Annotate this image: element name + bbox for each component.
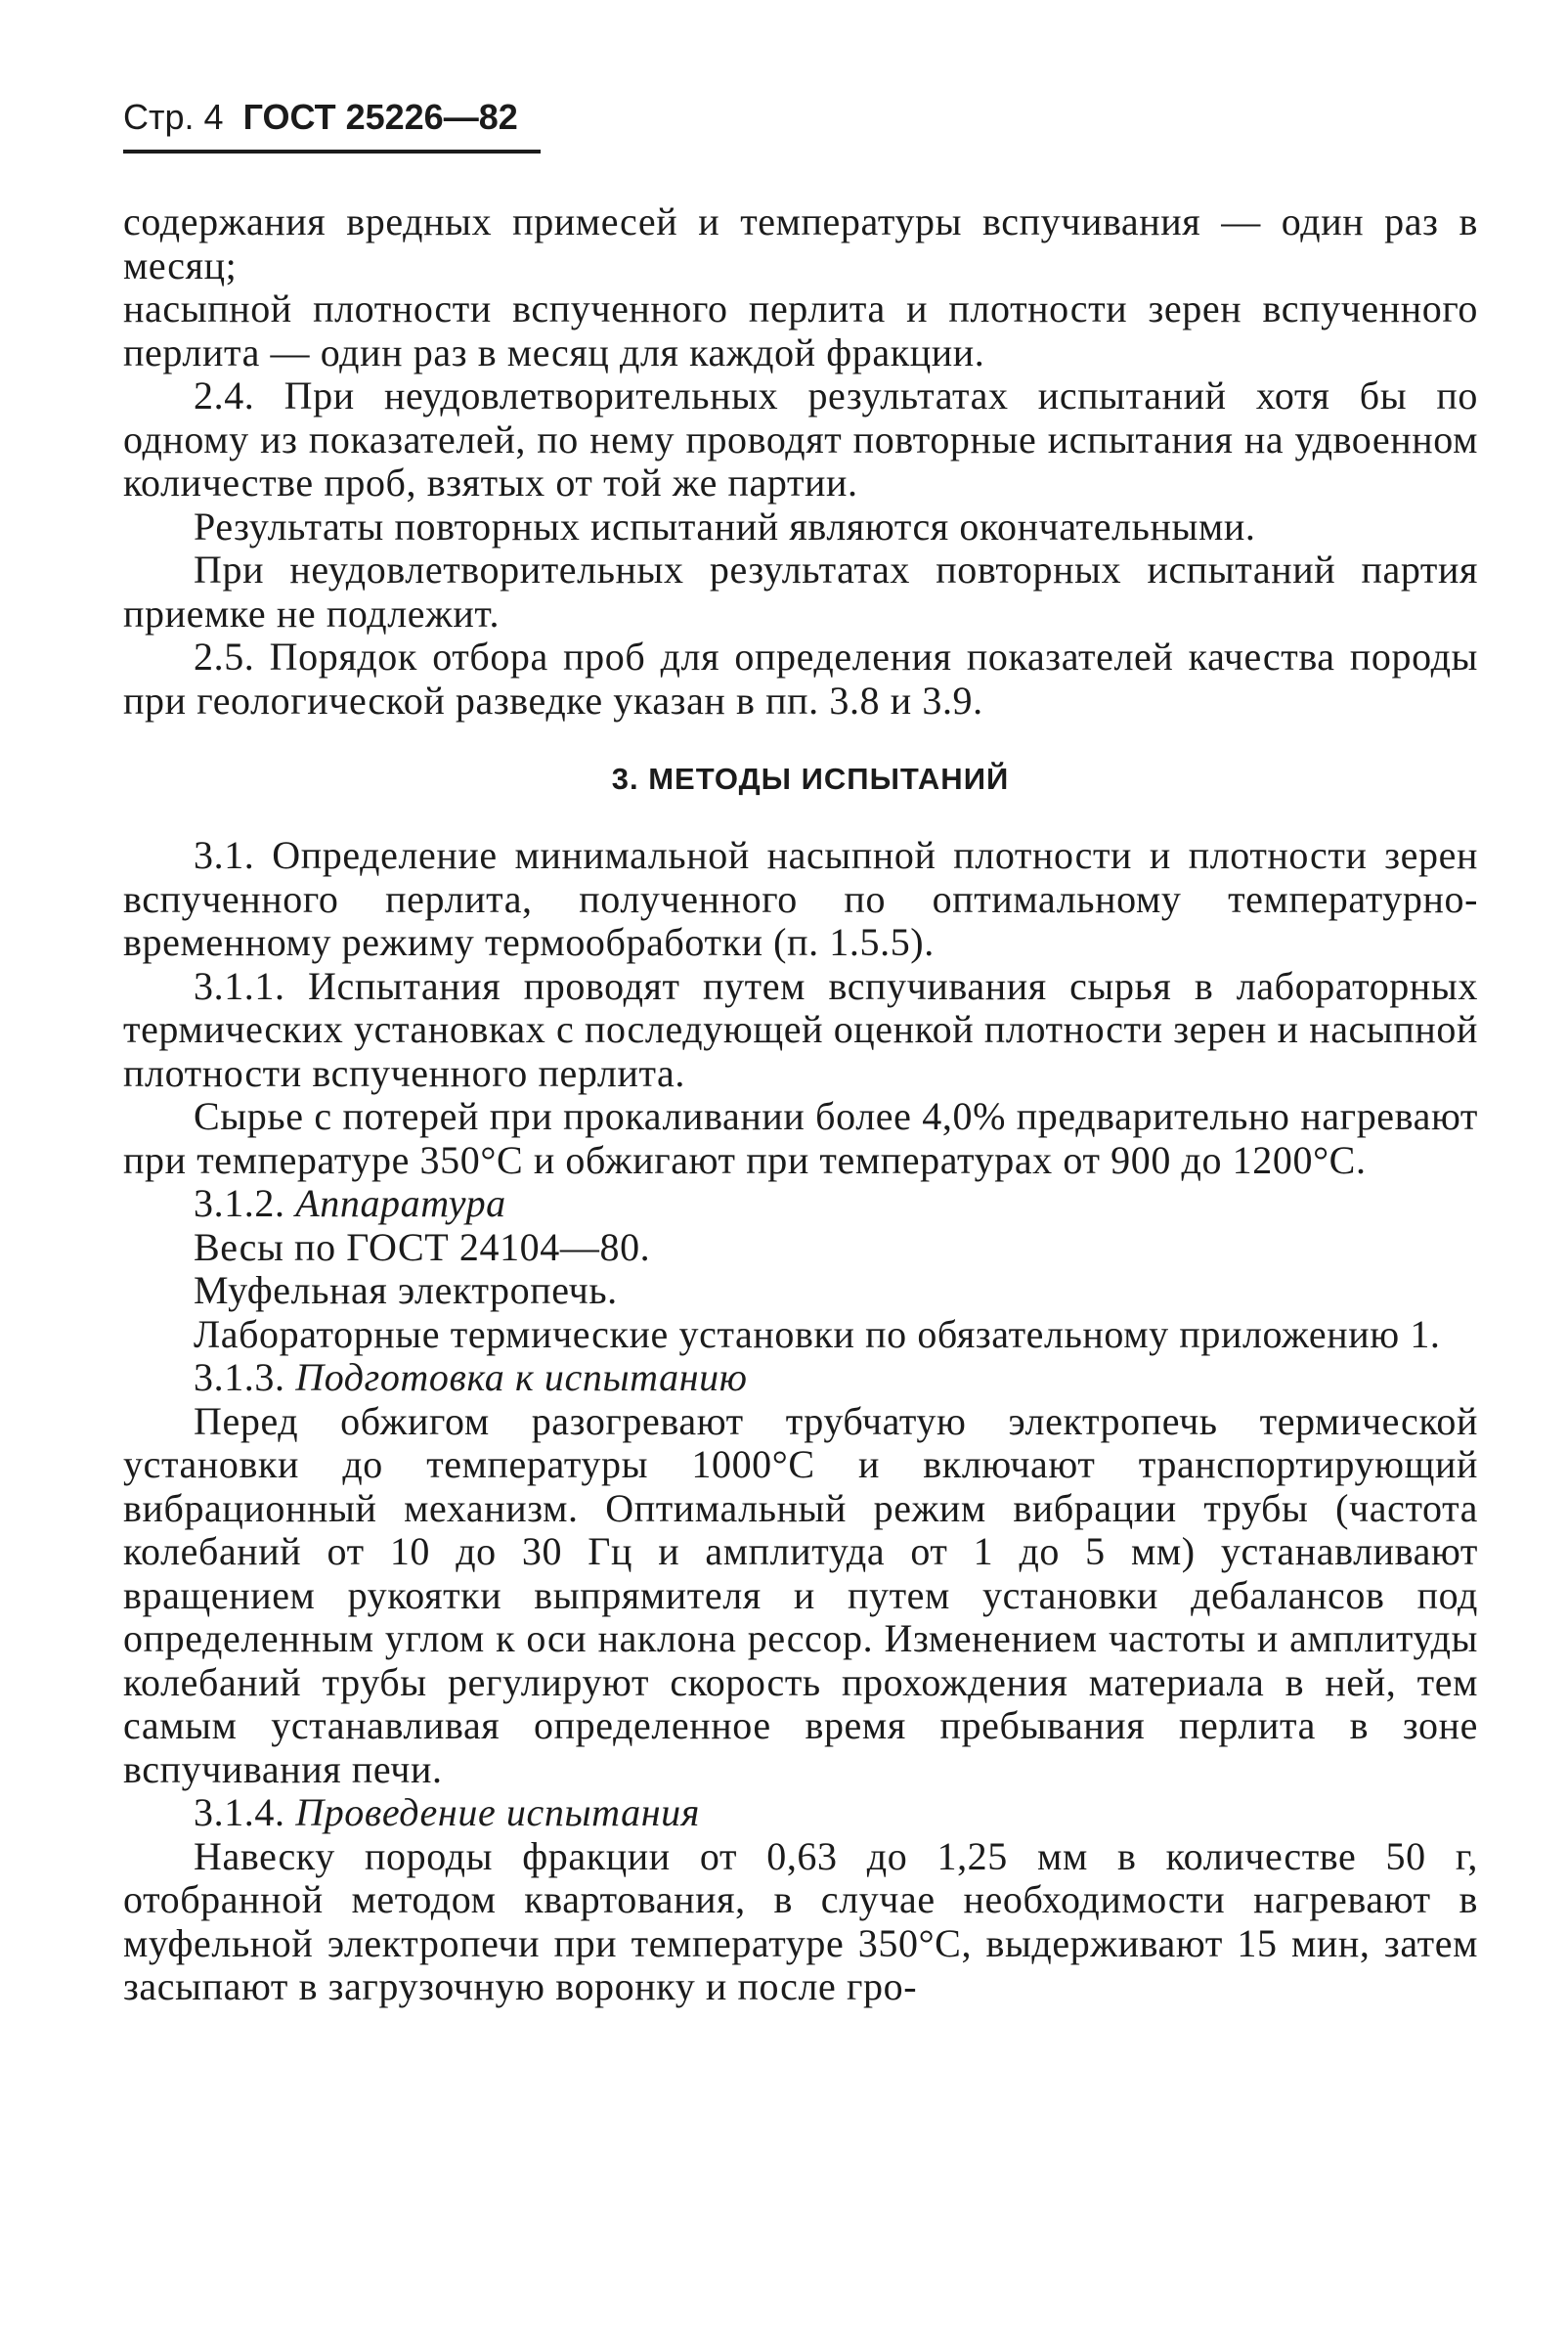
subsection-number: 3.1.3. (194, 1355, 285, 1399)
paragraph-3-1-1: 3.1.1. Испытания проводят путем вспучивания сырья в лабораторных термических установках с последующей оценкой плотности зерен и насыпной плотности вспученного перлита. (123, 963, 1478, 1095)
subsection-3-1-4 (123, 1791, 1478, 1835)
document-body (123, 200, 1478, 2009)
paragraph-2-5: 2.5. Порядок отбора проб для определения показателей качества породы при геологической разведке указан в пп. 3.8 и 3.9. (123, 635, 1478, 723)
subsection-number: 3.1.2. (194, 1181, 285, 1225)
paragraph: содержания вредных примесей и температуры вспучивания — один раз в месяц; (123, 199, 1478, 287)
paragraph-2-4: 2.4. При неудовлетворительных результатах испытаний хотя бы по одному из показателей, по нему проводят повторные испытания на удвоенном количестве проб, взятых от той же партии. (123, 374, 1478, 505)
subsection-title: Аппаратура (295, 1181, 506, 1225)
section-title: 3. МЕТОДЫ ИСПЫТАНИЙ (611, 762, 1010, 796)
paragraph: Навеску породы фракции от 0,63 до 1,25 мм в количестве 50 г, отобранной методом квартования, в случае необходимости нагревают в муфельной электропечи при температуре 350°С, выдерживают 15 мин, затем засыпают в загрузочную воронку и после гро- (123, 1833, 1478, 2008)
page-header (123, 98, 518, 137)
subsection-3-1-2 (123, 1182, 1478, 1226)
subsection-number: 3.1.4. (194, 1790, 285, 1834)
paragraph: При неудовлетворительных результатах повторных испытаний партия приемке не подлежит. (123, 548, 1478, 636)
page-number: Стр. 4 (123, 97, 224, 137)
subsection-3-1-3 (123, 1356, 1478, 1400)
header-rule (123, 150, 541, 154)
subsection-title: Подготовка к испытанию (295, 1355, 748, 1399)
paragraph: Сырье с потерей при прокаливании более 4,0% предварительно нагревают при температуре 350°С и обжигают при температурах от 900 до 1200°С. (123, 1094, 1478, 1182)
paragraph: Результаты повторных испытаний являются окончательными. (194, 504, 1256, 549)
standard-code: ГОСТ 25226—82 (242, 97, 518, 137)
subsection-title: Проведение испытания (295, 1790, 700, 1834)
paragraph: Перед обжигом разогревают трубчатую электропечь термической установки до температуры 1000°С и включают транспортирующий вибрационный механизм. Оптимальный режим вибрации трубы (частота колебаний от 10 до 30 Гц и амплитуда от 1 до 5 мм) устанавливают вращением рукоятки выпрямителя и путем установки дебалансов под определенным углом к оси наклона рессор. Изменением частоты и амплитуды колебаний трубы регулируют скорость прохождения материала в ней, тем самым устанавливая определенное время пребывания перлита в зоне вспучивания печи. (123, 1398, 1478, 1791)
paragraph: Муфельная электропечь. (194, 1268, 618, 1312)
paragraph: насыпной плотности вспученного перлита и плотности зерен вспученного перлита — один раз в месяц для каждой фракции. (123, 286, 1478, 374)
paragraph-3-1: 3.1. Определение минимальной насыпной плотности и плотности зерен вспученного перлита, полученного по оптимальному температурно-временному режиму термообработки (п. 1.5.5). (123, 833, 1478, 964)
paragraph: Лабораторные термические установки по обязательному приложению 1. (194, 1311, 1441, 1356)
paragraph: Весы по ГОСТ 24104—80. (194, 1224, 651, 1269)
